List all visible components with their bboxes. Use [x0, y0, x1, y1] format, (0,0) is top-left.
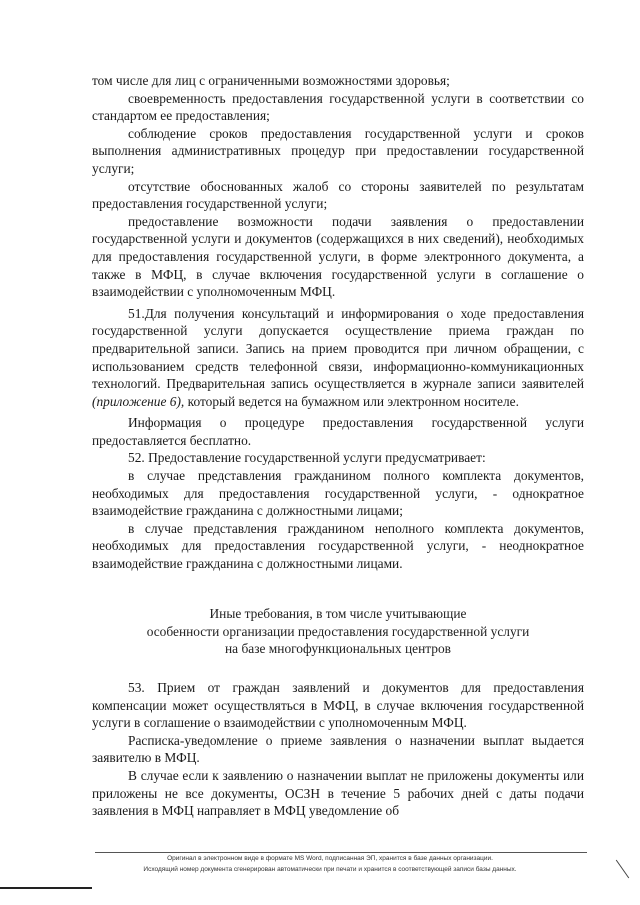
footer-note-number: Исходящий номер документа сгенерирован автоматически при печати и хранится в соответствующей записи базы данных.: [143, 866, 517, 873]
heading-line: Иные требования, в том числе учитывающие: [209, 606, 467, 621]
body-text-bottom: [92, 679, 584, 820]
paragraph: Расписка-уведомление о приеме заявления о назначении выплат выдается заявителю в МФЦ.: [92, 732, 584, 766]
paragraph: том числе для лиц с ограниченными возможностями здоровья;: [92, 73, 450, 88]
paragraph: своевременность предоставления государственной услуги в соответствии со стандартом ее предоставления;: [92, 90, 584, 124]
paragraph-52: 52. Предоставление государственной услуги предусматривает:: [128, 450, 486, 466]
paragraph-53: 53. Прием от граждан заявлений и документов для предоставления компенсации может осуществляться в МФЦ, в случае включения государственной услуги в соглашение о взаимодействии с уполномоченным МФЦ.: [92, 680, 584, 731]
section-heading: [92, 605, 584, 658]
scan-corner-mark: [616, 860, 629, 879]
paragraph: Информация о процедуре предоставления государственной услуги предоставляется бесплатно.: [92, 415, 584, 448]
appendix-reference: (приложение 6),: [92, 393, 185, 409]
paragraph-51-part1: 51.Для получения консультаций и информирования о ходе предоставления государственной услуги допускается осуществление приема граждан по предварительной записи. Запись на прием проводится при личном обращении, с использованием средств телефонной связи, информационно-коммуникационных технологий. Предварительная запись осуществляется в журнале записи заявителей: [92, 305, 584, 392]
heading-line: на базе многофункциональных центров: [225, 641, 451, 657]
paragraph: В случае если к заявлению о назначении выплат не приложены документы или приложены не все документы, ОСЗН в течение 5 рабочих дней с даты подачи заявления в МФЦ направляет в МФЦ уведомление об: [92, 767, 584, 819]
body-text-top: [92, 72, 584, 573]
paragraph: отсутствие обоснованных жалоб со стороны заявителей по результатам предоставления государственной услуги;: [92, 178, 584, 212]
paragraph: соблюдение сроков предоставления государственной услуги и сроков выполнения административных процедур при предоставлении государственной услуги;: [92, 125, 584, 176]
footer-note-original: Оригинал в электронном виде в формате MS Word, подписанная ЭП, хранится в базе данных организации.: [167, 855, 493, 862]
paragraph: в случае представления гражданином полного комплекта документов, необходимых для предоставления государственной услуги, - однократное взаимодействие гражданина с должностными лицами;: [92, 468, 584, 519]
footer-divider: [95, 852, 587, 853]
heading-line: особенности организации предоставления государственной услуги: [146, 623, 530, 639]
paragraph-51-part2: который ведется на бумажном или электронном носителе.: [184, 393, 519, 409]
paragraph: в случае представления гражданином неполного комплекта документов, необходимых для предоставления государственной услуги, - неоднократное взаимодействие гражданина с должностными лицами.: [92, 520, 584, 572]
paragraph: предоставление возможности подачи заявления о предоставлении государственной услуги и документов (содержащихся в них сведений), необходимых для предоставления государственной услуги, в форме электронного документа, а также в МФЦ, в случае включения государственной услуги в соглашение о взаимодействии с уполномоченным МФЦ.: [92, 213, 584, 300]
scan-edge-mark: [0, 887, 92, 889]
paragraph-51: [92, 305, 584, 411]
